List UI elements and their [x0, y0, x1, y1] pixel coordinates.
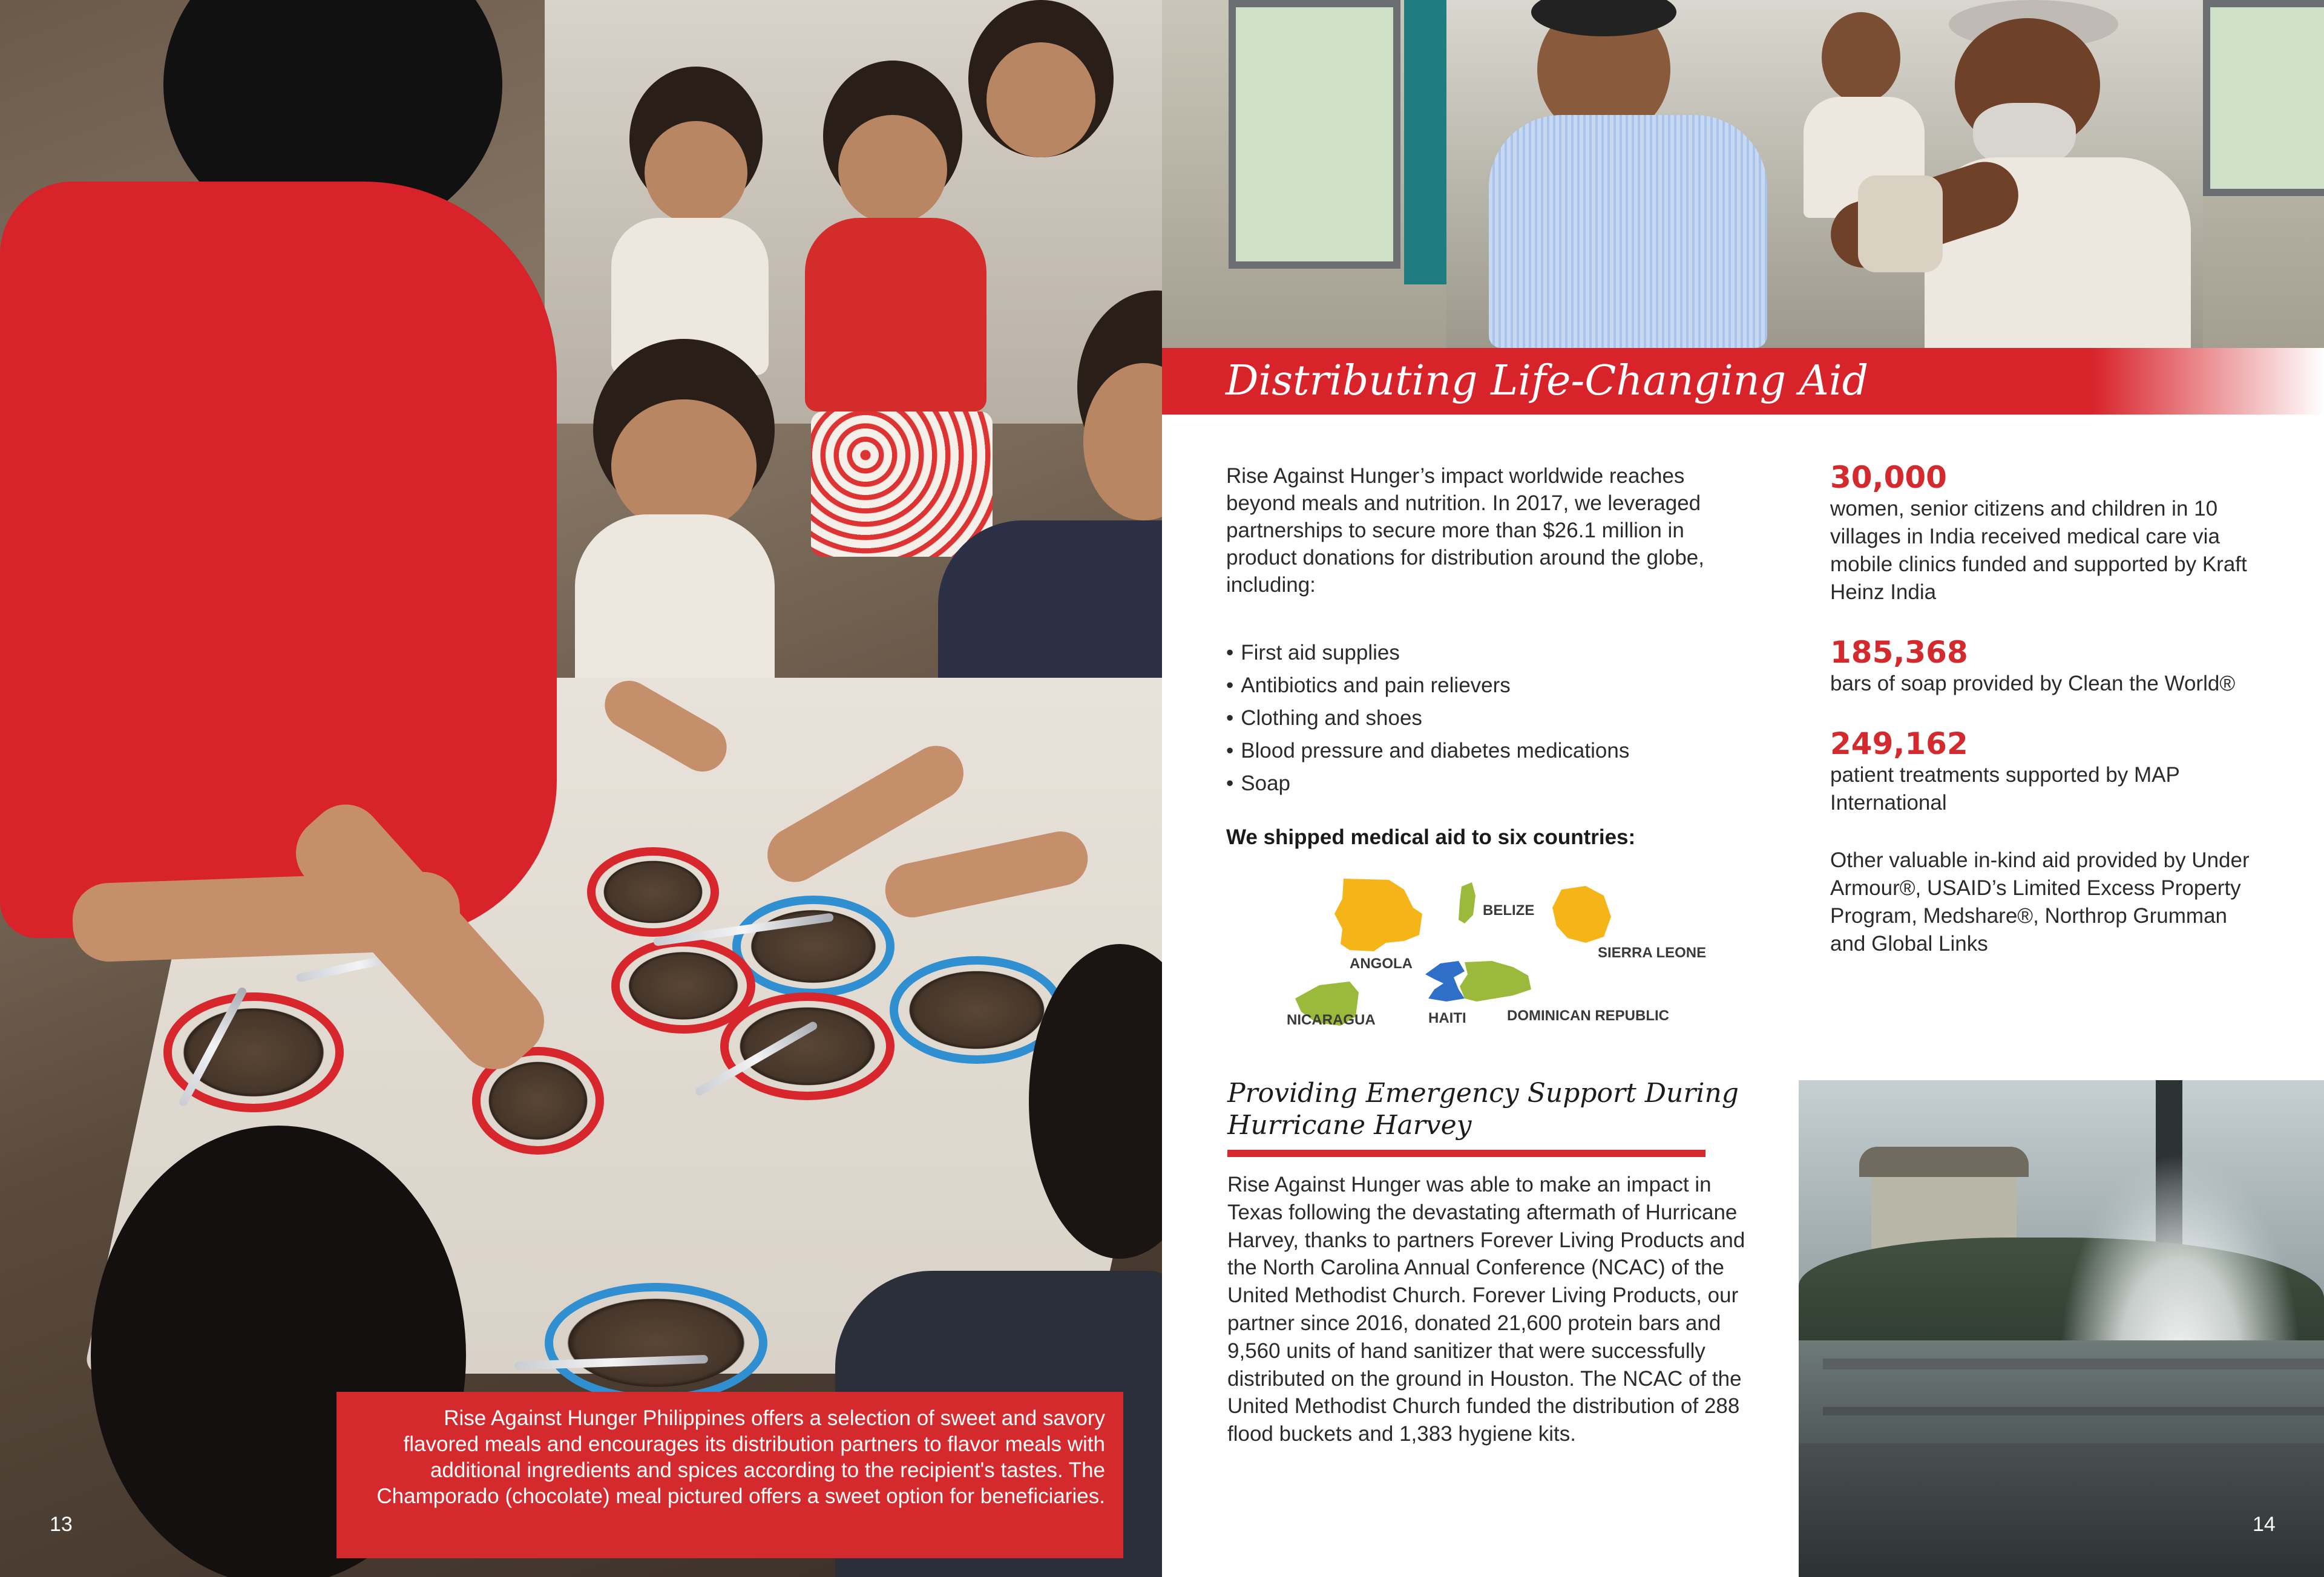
photo-bp-cuff [1858, 175, 1943, 272]
hurricane-photo [1799, 1080, 2324, 1577]
sierra-leone-shape [1552, 886, 1611, 943]
haiti-shape [1425, 961, 1465, 1002]
list-item: • Antibiotics and pain relievers [1226, 669, 1747, 702]
photo-railing [1823, 1359, 2324, 1369]
photo-child-skirt [811, 411, 993, 557]
photo-child [838, 115, 947, 224]
photo-bus-window [1229, 0, 1400, 269]
stat-number: 30,000 [1830, 460, 1947, 495]
list-item: • Blood pressure and diabetes medications [1226, 735, 1747, 767]
photo-house-roof [1859, 1147, 2029, 1177]
stat-block [1830, 726, 2266, 817]
photo-bowl [720, 992, 894, 1100]
harvey-heading: Providing Emergency Support During Hurricane Harvey [1227, 1078, 1739, 1141]
mobile-clinic-photo [1162, 0, 2324, 348]
photo-flood-water [1799, 1340, 2324, 1449]
photo-child [986, 42, 1095, 157]
photo-bowl [587, 847, 719, 937]
page-number-left: 13 [50, 1513, 73, 1536]
angola-shape [1334, 879, 1422, 951]
list-item: • First aid supplies [1226, 637, 1747, 669]
stat-number: 185,368 [1830, 635, 1968, 670]
photo-child [645, 121, 747, 224]
stat-description: bars of soap provided by Clean the World® [1830, 672, 2236, 695]
photo-bowl [732, 896, 894, 997]
photo-woman-arm [71, 871, 461, 963]
shipped-heading: We shipped medical aid to six countries: [1226, 825, 1636, 849]
photo-woman-shirt [0, 182, 557, 938]
page-number-right: 14 [2253, 1513, 2276, 1536]
stat-block [1830, 635, 2266, 698]
photo-assistant [1822, 12, 1900, 103]
aid-list [1226, 637, 1747, 800]
intro-paragraph: Rise Against Hunger’s impact worldwide reaches beyond meals and nutrition. In 2017, we leveraged partnerships to secure more than $26.1 million in product donations for distribution around the globe, including: [1226, 464, 1704, 597]
photo-house [1871, 1165, 2017, 1250]
list-item: • Clothing and shoes [1226, 702, 1747, 735]
photo-road [1799, 1443, 2324, 1577]
stat-description: women, senior citizens and children in 10 villages in India received medical care via mobile clinics funded and supported by Kraft Heinz India [1830, 497, 2247, 604]
photo-doctor-shirt [1489, 115, 1767, 348]
sierra-leone-label: SIERRA LEONE [1598, 945, 1707, 961]
photo-caption [336, 1392, 1123, 1558]
photo-child [611, 399, 757, 533]
haiti-label: HAITI [1428, 1010, 1466, 1026]
photo-curtain [1404, 0, 1446, 284]
nicaragua-label: NICARAGUA [1287, 1012, 1376, 1028]
photo-bowl [545, 1283, 767, 1403]
stat-number: 249,162 [1830, 726, 1968, 761]
harvey-paragraph: Rise Against Hunger was able to make an impact in Texas following the devastating aftermath of Hurricane Harvey, thanks to partners Forever Living Products and the North Carolina Annual Conference (NCAC) of the United Methodist Church. Forever Living Products, our partner since 2016, donated 21,600 protein bars and 9,560 units of hand sanitizer that were successfully distributed on the ground in Houston. The NCAC of the United Methodist Church funded the distribution of 288 flood buckets and 1,383 hygiene kits. [1227, 1173, 1745, 1446]
photo-child [805, 218, 986, 411]
list-item: • Soap [1226, 767, 1747, 800]
heading-underline [1227, 1150, 1705, 1157]
dominican-republic-shape [1460, 961, 1531, 1002]
angola-label: ANGOLA [1350, 956, 1413, 972]
dominican-republic-label: DOMINICAN REPUBLIC [1507, 1008, 1669, 1024]
photo-railing [1823, 1407, 2324, 1415]
photo-caption-text: Rise Against Hunger Philippines offers a selection of sweet and savory flavored meals and encourages its distribution partners to flavor meals with additional ingredients and spices according to the recipient's tastes. The Champorado (chocolate) meal pictured offers a sweet option for beneficiaries. [376, 1406, 1105, 1508]
section-title: Distributing Life-Changing Aid [1226, 357, 1869, 405]
stat-block [1830, 460, 2266, 606]
country-map [1283, 871, 1707, 1041]
stat-description: patient treatments supported by MAP International [1830, 763, 2180, 815]
photo-child [575, 514, 775, 696]
photo-bus-window [2203, 0, 2324, 196]
belize-shape [1459, 882, 1475, 923]
belize-label: BELIZE [1483, 902, 1535, 919]
other-aid-paragraph: Other valuable in-kind aid provided by Under Armour®, USAID’s Limited Excess Property Program, Medshare®, Northrop Grumman and Global Links [1830, 848, 2250, 956]
